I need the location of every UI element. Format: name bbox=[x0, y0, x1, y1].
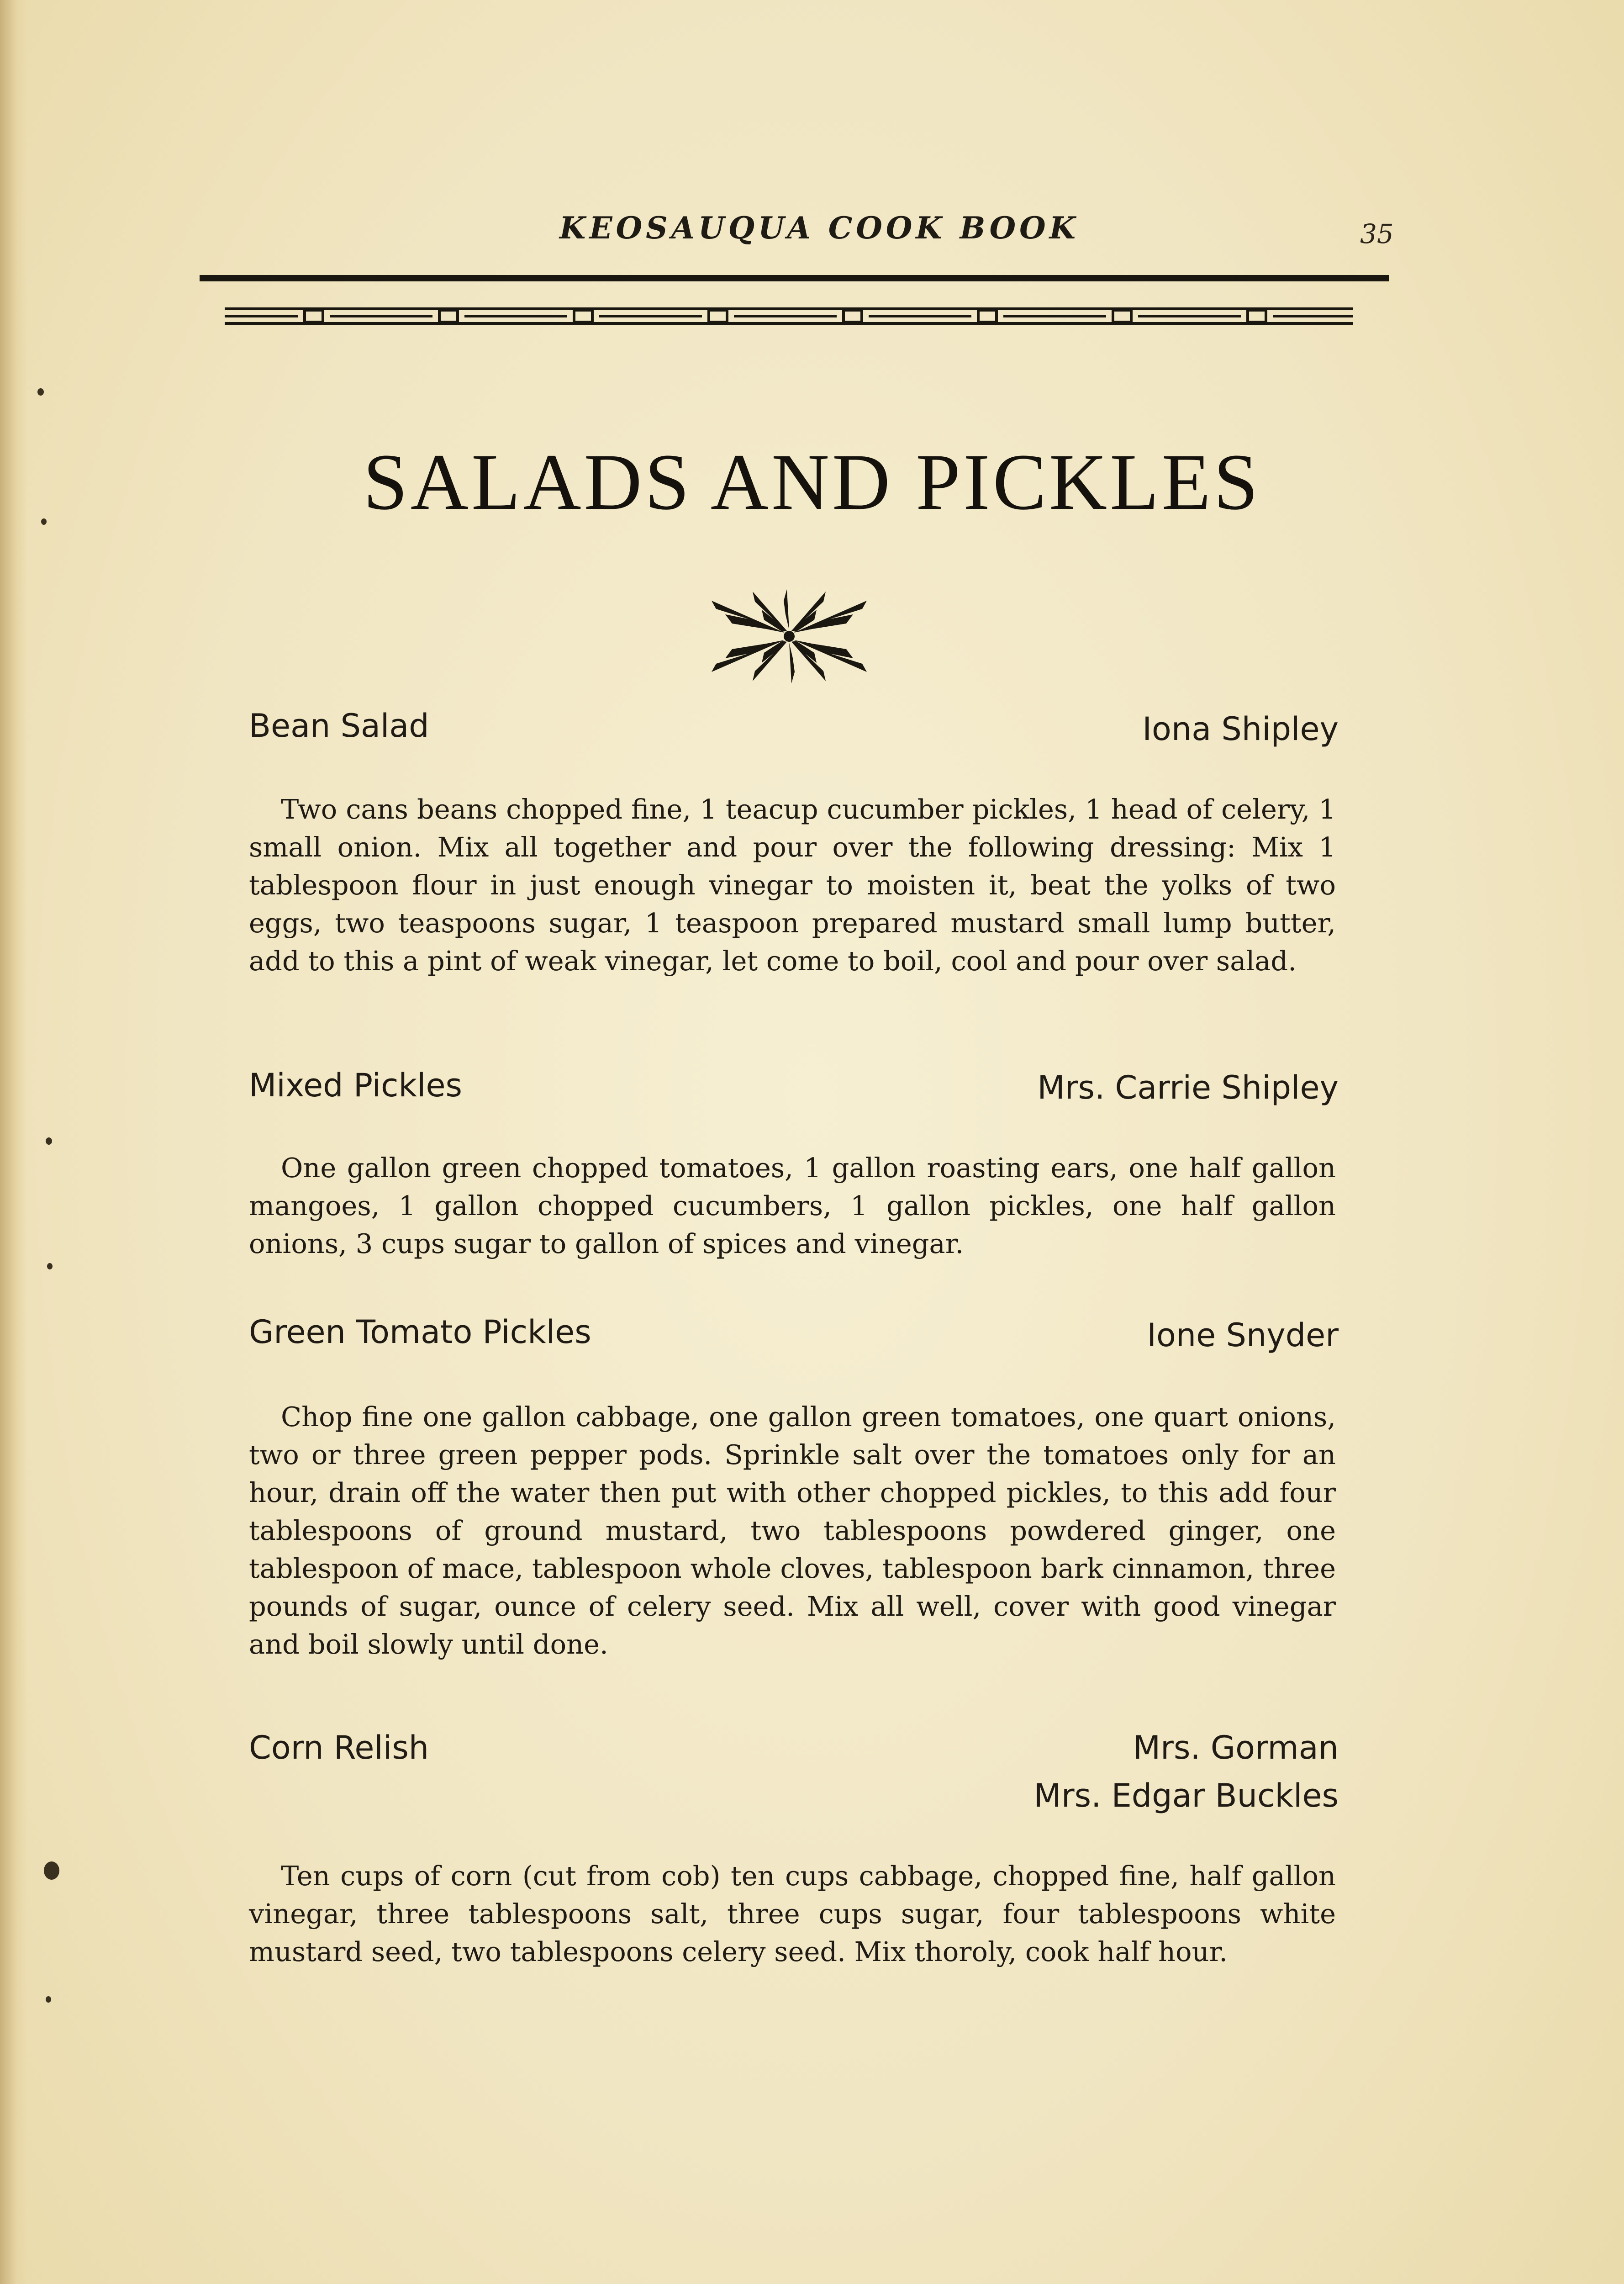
recipe-body: One gallon green chopped tomatoes, 1 gallon roasting ears, one half gallon mangoes, 1 gallon chopped cucumbers, 1 gallon pickles, one half gallon onions, 3 cups sugar to gallon of spices and vinegar. bbox=[249, 1152, 1336, 1259]
binding-hole bbox=[46, 1137, 52, 1145]
recipe-title: Mixed Pickles bbox=[249, 1067, 462, 1104]
recipe-body: Two cans beans chopped fine, 1 teacup cucumber pickles, 1 head of celery, 1 small onion. Mix all together and pour over the following dressing: Mix 1 tablespoon flour in just enough vinegar to moisten it, beat the yolks of two eggs, two teaspoons sugar, 1 teaspoon prepared mustard small lump butter, add to this a pint of weak vinegar, let come to boil, cool and pour over salad. bbox=[249, 793, 1336, 977]
recipe-body: Chop fine one gallon cabbage, one gallon green tomatoes, one quart onions, two or three green pepper pods. Sprinkle salt over the tomatoes only for an hour, drain off the water then put with other chopped pickles, to this add four tablespoons of ground mustard, two tablespoons powdered ginger, one tablespoon of mace, tablespoon whole cloves, tablespoon bark cinnamon, three pounds of sugar, ounce of celery seed. Mix all well, cover with good vinegar and boil slowly until done. bbox=[249, 1401, 1336, 1660]
recipe-author: Mrs. Gorman bbox=[1133, 1729, 1339, 1766]
top-key-border bbox=[225, 304, 1353, 328]
recipe-author-secondary: Mrs. Edgar Buckles bbox=[1033, 1777, 1339, 1814]
header-rule bbox=[200, 275, 1389, 281]
binding-hole bbox=[46, 1996, 51, 2003]
recipe-author: Mrs. Carrie Shipley bbox=[1037, 1069, 1339, 1106]
binding-hole bbox=[37, 388, 44, 396]
recipe-title: Corn Relish bbox=[249, 1729, 429, 1766]
running-head: KEOSAUQUA COOK BOOK bbox=[559, 210, 1080, 246]
binding-hole bbox=[47, 1263, 53, 1269]
flourish-ornament bbox=[698, 587, 881, 685]
section-title: SALADS AND PICKLES bbox=[363, 438, 1261, 527]
recipe-title: Green Tomato Pickles bbox=[249, 1313, 591, 1351]
page-edge-shadow bbox=[0, 0, 27, 2284]
binding-hole bbox=[44, 1861, 59, 1880]
recipe-body: Ten cups of corn (cut from cob) ten cups cabbage, chopped fine, half gallon vinegar, three tablespoons salt, three cups sugar, four tablespoons white mustard seed, two tablespoons celery seed. Mix thoroly, cook half hour. bbox=[249, 1860, 1336, 1967]
recipe-author: Iona Shipley bbox=[1142, 710, 1339, 748]
recipe-author: Ione Snyder bbox=[1147, 1316, 1339, 1354]
recipe-title: Bean Salad bbox=[249, 707, 429, 745]
page-number: 35 bbox=[1360, 218, 1394, 249]
